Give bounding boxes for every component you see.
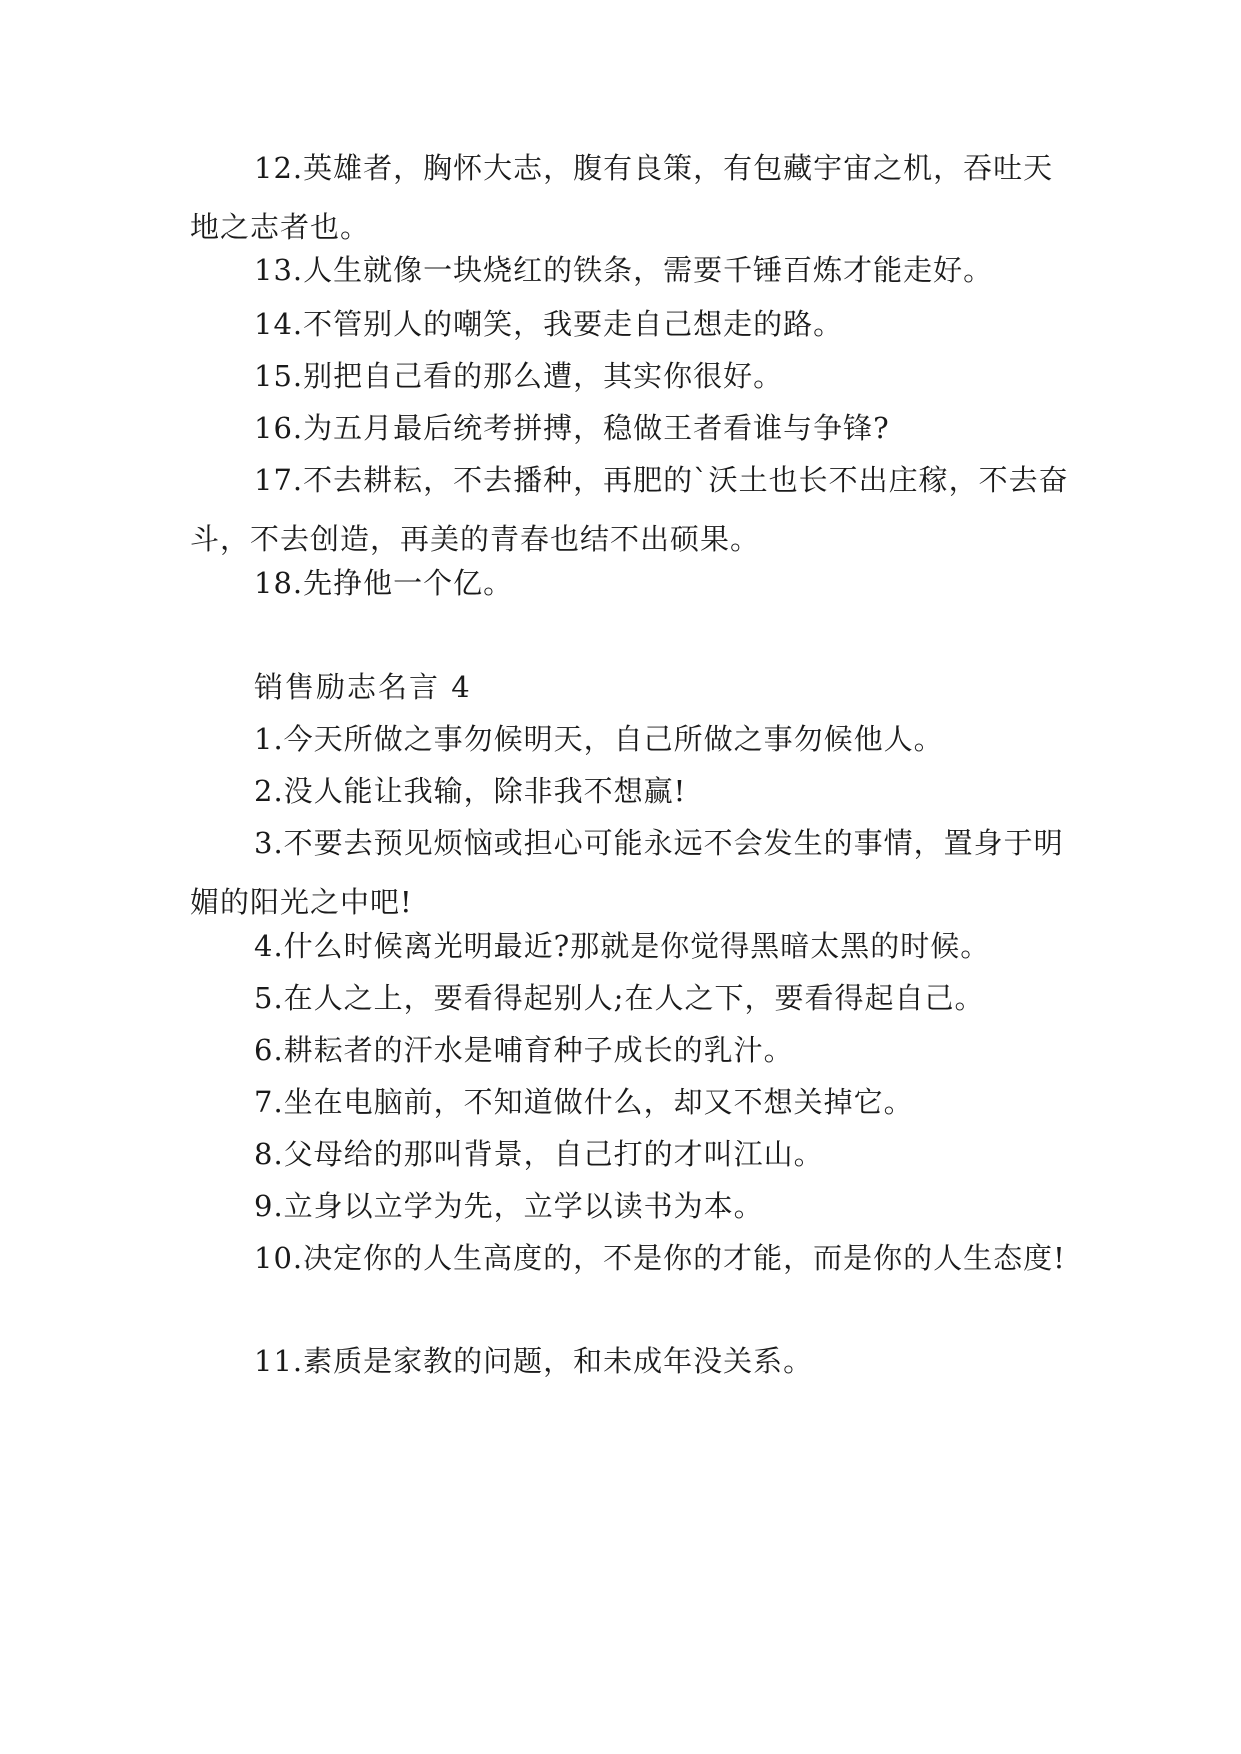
quote-2: 2.没人能让我输，除非我不想赢! xyxy=(254,774,687,808)
quote-4: 4.什么时候离光明最近?那就是你觉得黑暗太黑的时候。 xyxy=(254,929,991,963)
quote-10: 10.决定你的人生高度的，不是你的才能，而是你的人生态度! xyxy=(254,1241,1066,1275)
quote-7: 7.坐在电脑前，不知道做什么，却又不想关掉它。 xyxy=(254,1085,914,1119)
quote-6: 6.耕耘者的汗水是哺育种子成长的乳汁。 xyxy=(254,1033,794,1067)
quote-3: 3.不要去预见烦恼或担心可能永远不会发生的事情，置身于明媚的阳光之中吧! xyxy=(190,826,1064,919)
quote-9: 9.立身以立学为先，立学以读书为本。 xyxy=(254,1189,764,1223)
section-title: 销售励志名言 4 xyxy=(254,670,472,704)
quote-1: 1.今天所做之事勿候明天，自己所做之事勿候他人。 xyxy=(254,722,944,756)
quote-11: 11.素质是家教的问题，和未成年没关系。 xyxy=(254,1344,814,1378)
quote-8: 8.父母给的那叫背景，自己打的才叫江山。 xyxy=(254,1137,824,1171)
quote-12: 12.英雄者，胸怀大志，腹有良策，有包藏宇宙之机，吞吐天地之志者也。 xyxy=(190,151,1054,244)
quote-5: 5.在人之上，要看得起别人;在人之下，要看得起自己。 xyxy=(254,981,985,1015)
quote-14: 14.不管别人的嘲笑，我要走自己想走的路。 xyxy=(254,307,844,341)
quote-16: 16.为五月最后统考拼搏，稳做王者看谁与争锋? xyxy=(254,411,890,445)
quote-18: 18.先挣他一个亿。 xyxy=(254,566,514,600)
quote-15: 15.别把自己看的那么遭，其实你很好。 xyxy=(254,359,784,393)
quote-17: 17.不去耕耘，不去播种，再肥的`沃土也长不出庄稼，不去奋斗，不去创造，再美的青春也结不出硕果。 xyxy=(190,463,1069,556)
quote-13: 13.人生就像一块烧红的铁条，需要千锤百炼才能走好。 xyxy=(254,253,994,287)
